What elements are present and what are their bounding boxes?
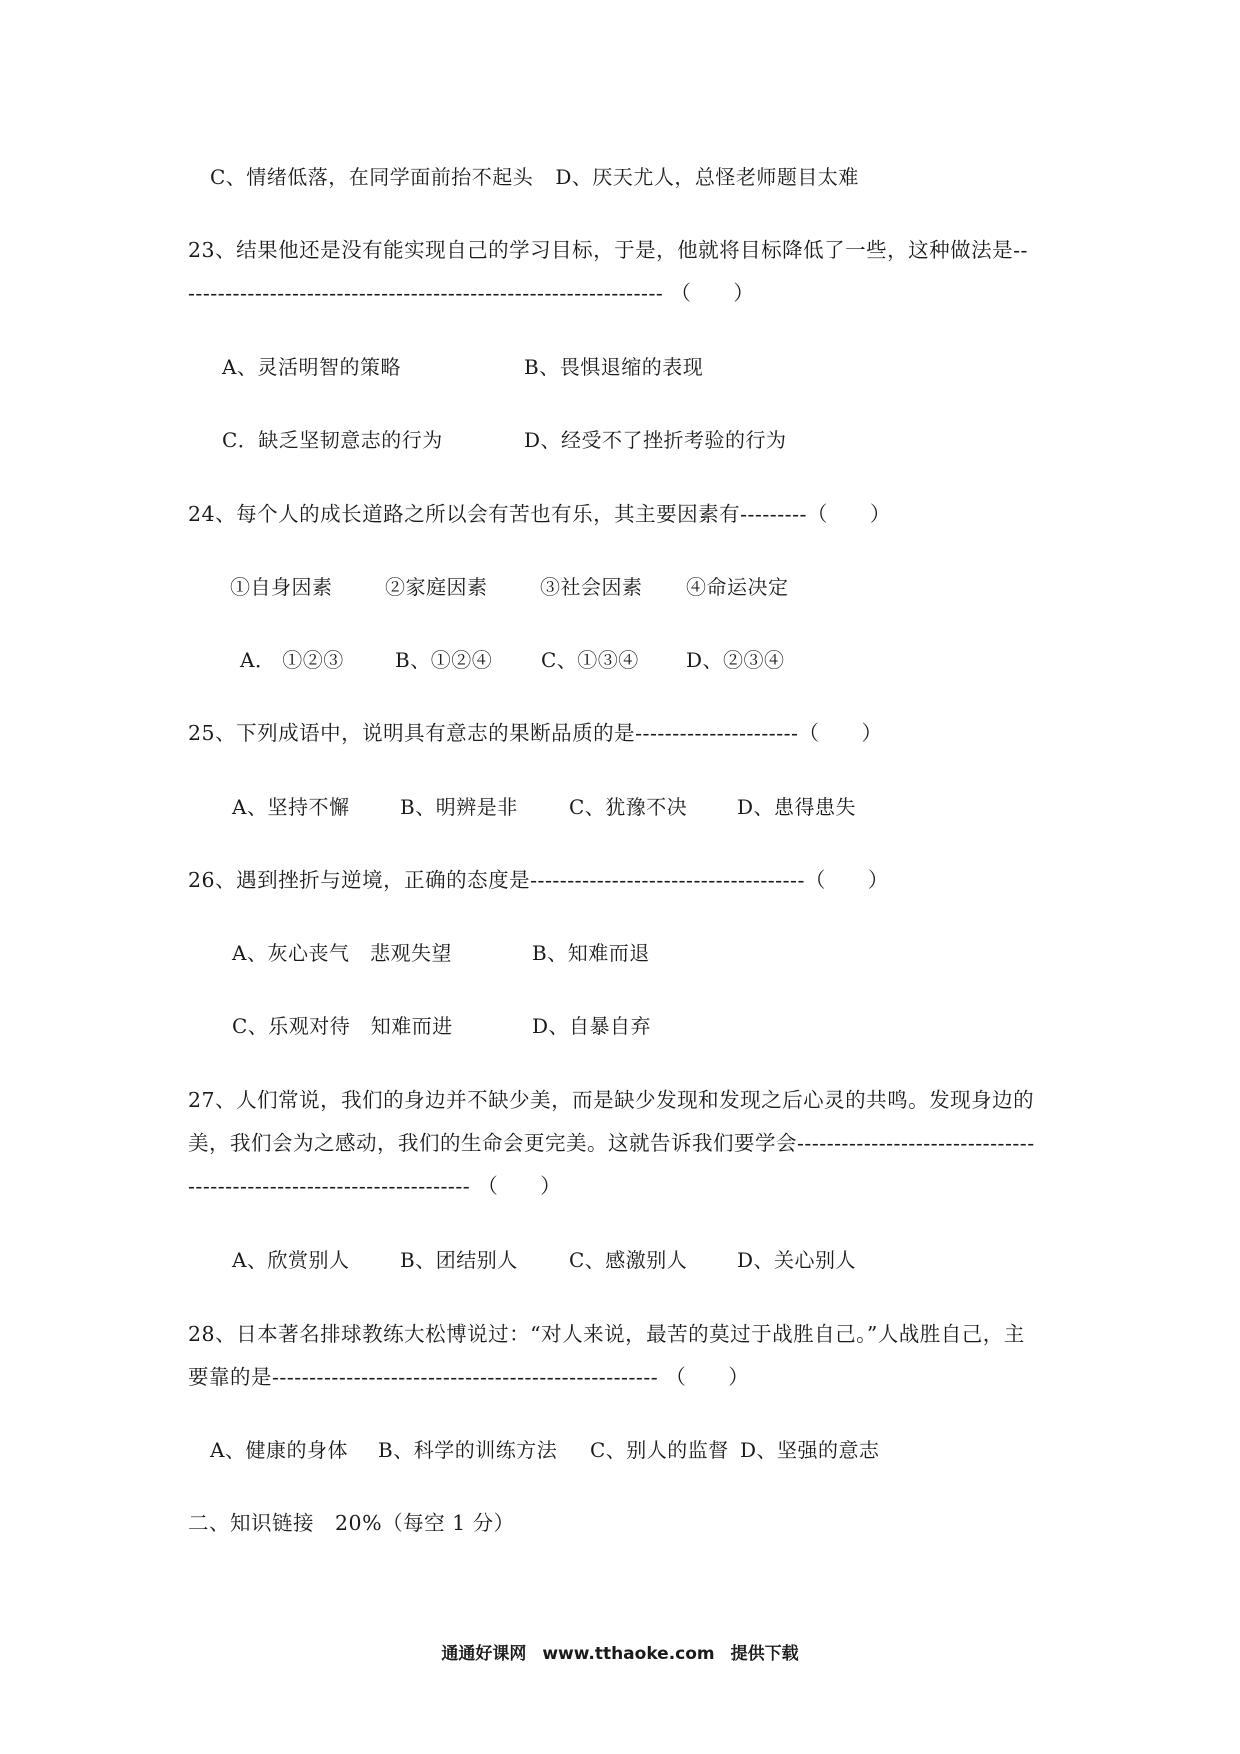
q23-options-ab [222,353,703,381]
q28-option-d: D、坚强的意志 [740,1438,880,1462]
page-footer [0,1639,1240,1664]
q25-option-d: D、患得患失 [737,795,857,819]
section-2-heading: 二、知识链接 20%（每空 1 分） [188,1511,515,1535]
q28-option-c: C、别人的监督 [590,1438,729,1462]
q26-option-c: C、乐观对待 知难而进 [232,1014,453,1038]
q27-option-c: C、感激别人 [569,1248,688,1272]
q28-option-a: A、健康的身体 [210,1438,348,1462]
q24-option-d: D、②③④ [686,648,785,672]
q28-stem-line1: 28、日本著名排球教练大松博说过：“对人来说，最苦的莫过于战胜自己。”人战胜自己，主 [188,1322,1025,1346]
q23-stem-line1: 23、结果他还是没有能实现自己的学习目标，于是，他就将目标降低了一些，这种做法是-- [188,238,1028,262]
q27-stem-line1: 27、人们常说，我们的身边并不缺少美，而是缺少发现和发现之后心灵的共鸣。发现身边的 [188,1088,1035,1112]
q25-option-c: C、犹豫不决 [569,795,688,819]
q24-stem: 24、每个人的成长道路之所以会有苦也有乐，其主要因素有---------（ ） [188,502,891,526]
q23-option-d: D、经受不了挫折考验的行为 [524,428,787,452]
q27-stem-line3: -------------------------------------- （ ） [188,1174,562,1198]
q28-option-b: B、科学的训练方法 [378,1438,558,1462]
q24-option-a: A． ①②③ [240,648,344,672]
q26-options-ab [232,939,650,967]
footer-site-name: 通通好课网 [441,1644,527,1664]
q27-option-b: B、团结别人 [400,1248,518,1272]
q25-option-b: B、明辨是非 [400,795,518,819]
q25-option-a: A、坚持不懈 [232,795,350,819]
q27-option-a: A、欣赏别人 [232,1248,350,1272]
q26-option-a: A、灰心丧气 悲观失望 [232,941,452,965]
q26-options-cd [232,1012,651,1040]
q22-option-c: C、情绪低落，在同学面前抬不起头 [210,165,534,189]
q25-stem: 25、下列成语中，说明具有意志的果断品质的是----------------------（ ） [188,721,883,745]
q22-options-cd [210,163,859,191]
q23-option-b: B、畏惧退缩的表现 [524,355,704,379]
q23-option-c: C．缺乏坚韧意志的行为 [222,428,443,452]
footer-suffix: 提供下载 [730,1644,799,1664]
q24-option-b: B、①②④ [395,648,493,672]
footer-url: www.tthaoke.com [542,1644,715,1664]
q28-options [210,1436,880,1464]
q25-options [232,793,856,821]
q27-options [232,1246,856,1274]
q26-stem: 26、遇到挫折与逆境，正确的态度是-------------------------------------（ ） [188,868,889,892]
q24-option-c: C、①③④ [541,648,639,672]
q27-option-d: D、关心别人 [737,1248,857,1272]
q26-option-b: B、知难而退 [532,941,650,965]
q23-option-a: A、灵活明智的策略 [222,355,401,379]
q24-options [240,646,785,674]
q27-stem-line2: 美，我们会为之感动，我们的生命会更完美。这就告诉我们要学会-------------------------------- [188,1131,1035,1155]
q24-item-4: ④命运决定 [686,575,789,599]
q24-item-2: ②家庭因素 [385,575,488,599]
q22-option-d: D、厌天尤人，总怪老师题目太难 [555,165,859,189]
q26-option-d: D、自暴自弃 [532,1014,652,1038]
q24-items [230,573,789,601]
q23-stem-line2: ---------------------------------------------------------------- （ ） [188,281,755,305]
q24-item-1: ①自身因素 [230,575,333,599]
q24-item-3: ③社会因素 [540,575,643,599]
q28-stem-line2: 要靠的是---------------------------------------------------- （ ） [188,1365,750,1389]
q23-options-cd [222,426,787,454]
